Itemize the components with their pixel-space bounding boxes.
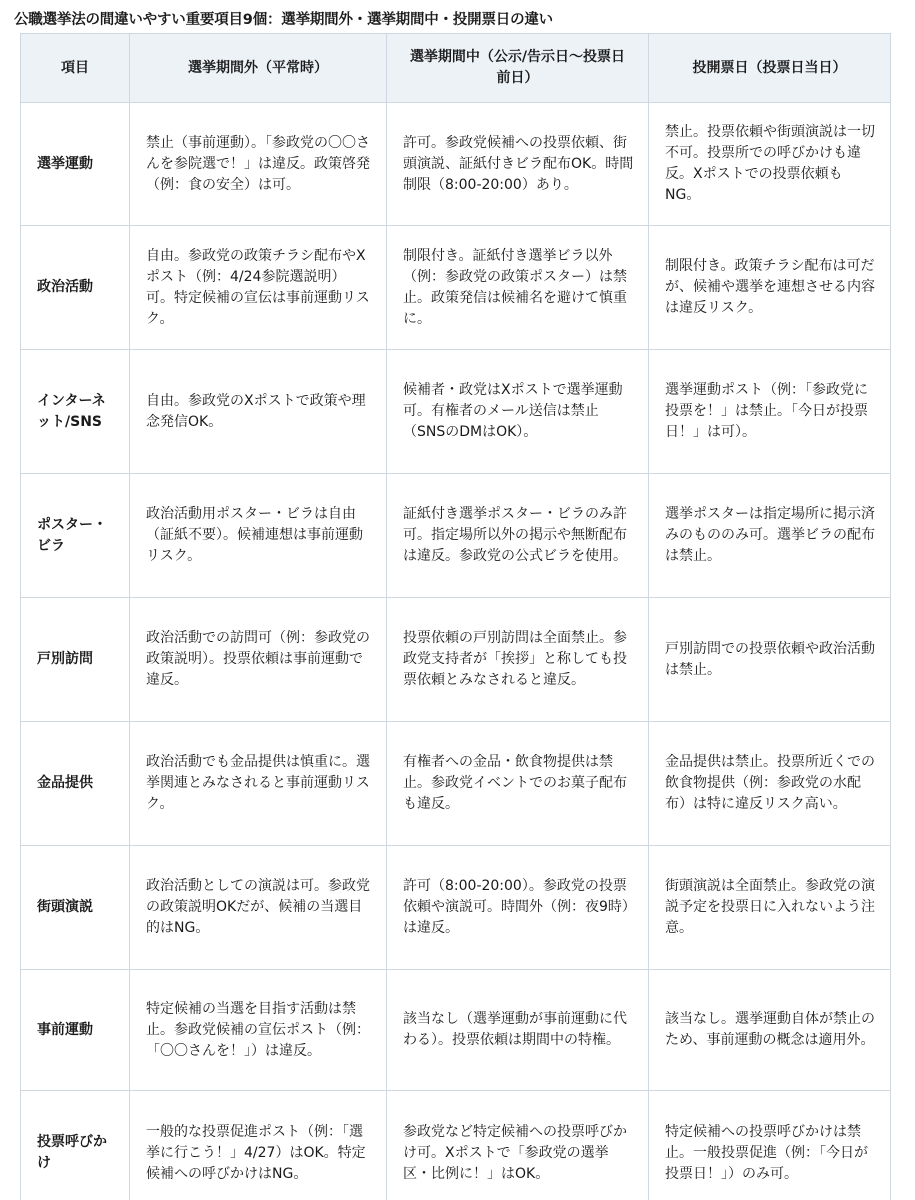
header-voting-day: 投開票日（投票日当日） xyxy=(649,34,891,103)
cell-during-period: 投票依頼の戸別訪問は全面禁止。参政党支持者が「挨拶」と称しても投票依頼とみなされると違反。 xyxy=(387,598,649,722)
cell-during-period: 許可（8:00-20:00）。参政党の投票依頼や演説可。時間外（例：夜9時）は違反。 xyxy=(387,846,649,970)
table-row xyxy=(21,1091,891,1200)
cell-outside-period: 政治活動用ポスター・ビラは自由（証紙不要）。候補連想は事前運動リスク。 xyxy=(130,474,387,598)
table-header xyxy=(21,34,891,103)
comparison-table xyxy=(20,33,891,1200)
row-item: 戸別訪問 xyxy=(21,598,130,722)
table-row xyxy=(21,103,891,226)
row-item: 街頭演説 xyxy=(21,846,130,970)
cell-during-period: 許可。参政党候補への投票依頼、街頭演説、証紙付きビラ配布OK。時間制限（8:00-20:00）あり。 xyxy=(387,103,649,226)
table-body xyxy=(21,103,891,1200)
table-row xyxy=(21,226,891,350)
cell-voting-day: 該当なし。選挙運動自体が禁止のため、事前運動の概念は適用外。 xyxy=(649,970,891,1091)
cell-voting-day: 特定候補への投票呼びかけは禁止。一般投票促進（例：「今日が投票日！」）のみ可。 xyxy=(649,1091,891,1200)
cell-during-period: 候補者・政党はXポストで選挙運動可。有権者のメール送信は禁止（SNSのDMはOK）。 xyxy=(387,350,649,474)
cell-during-period: 該当なし（選挙運動が事前運動に代わる）。投票依頼は期間中の特権。 xyxy=(387,970,649,1091)
table-row xyxy=(21,970,891,1091)
cell-outside-period: 禁止（事前運動）。「参政党の〇〇さんを参院選で！」は違反。政策啓発（例：食の安全）は可。 xyxy=(130,103,387,226)
cell-voting-day: 制限付き。政策チラシ配布は可だが、候補や選挙を連想させる内容は違反リスク。 xyxy=(649,226,891,350)
row-item: インターネット/SNS xyxy=(21,350,130,474)
header-row xyxy=(21,34,891,103)
row-item: 金品提供 xyxy=(21,722,130,846)
cell-during-period: 参政党など特定候補への投票呼びかけ可。Xポストで「参政党の選挙区・比例に！」はOK。 xyxy=(387,1091,649,1200)
row-item: 選挙運動 xyxy=(21,103,130,226)
table-row xyxy=(21,722,891,846)
table-row xyxy=(21,350,891,474)
cell-voting-day: 金品提供は禁止。投票所近くでの飲食物提供（例：参政党の水配布）は特に違反リスク高い。 xyxy=(649,722,891,846)
cell-voting-day: 選挙ポスターは指定場所に掲示済みのもののみ可。選挙ビラの配布は禁止。 xyxy=(649,474,891,598)
cell-outside-period: 政治活動での訪問可（例：参政党の政策説明）。投票依頼は事前運動で違反。 xyxy=(130,598,387,722)
cell-during-period: 制限付き。証紙付き選挙ビラ以外（例：参政党の政策ポスター）は禁止。政策発信は候補名を避けて慎重に。 xyxy=(387,226,649,350)
cell-voting-day: 禁止。投票依頼や街頭演説は一切不可。投票所での呼びかけも違反。Xポストでの投票依頼もNG。 xyxy=(649,103,891,226)
cell-voting-day: 戸別訪問での投票依頼や政治活動は禁止。 xyxy=(649,598,891,722)
cell-during-period: 有権者への金品・飲食物提供は禁止。参政党イベントでのお菓子配布も違反。 xyxy=(387,722,649,846)
cell-outside-period: 一般的な投票促進ポスト（例：「選挙に行こう！」4/27）はOK。特定候補への呼びかけはNG。 xyxy=(130,1091,387,1200)
row-item: 投票呼びかけ xyxy=(21,1091,130,1200)
row-item: 事前運動 xyxy=(21,970,130,1091)
cell-outside-period: 自由。参政党の政策チラシ配布やXポスト（例：4/24参院選説明）可。特定候補の宣伝は事前運動リスク。 xyxy=(130,226,387,350)
row-item: ポスター・ビラ xyxy=(21,474,130,598)
cell-voting-day: 選挙運動ポスト（例：「参政党に投票を！」は禁止。「今日が投票日！」は可）。 xyxy=(649,350,891,474)
cell-during-period: 証紙付き選挙ポスター・ビラのみ許可。指定場所以外の掲示や無断配布は違反。参政党の公式ビラを使用。 xyxy=(387,474,649,598)
table-row xyxy=(21,846,891,970)
page-title: 公職選挙法の間違いやすい重要項目9個：選挙期間外・選挙期間中・投開票日の違い xyxy=(14,12,553,28)
cell-outside-period: 政治活動としての演説は可。参政党の政策説明OKだが、候補の当選目的はNG。 xyxy=(130,846,387,970)
table-row xyxy=(21,598,891,722)
cell-outside-period: 自由。参政党のXポストで政策や理念発信OK。 xyxy=(130,350,387,474)
header-item: 項目 xyxy=(21,34,130,103)
row-item: 政治活動 xyxy=(21,226,130,350)
cell-voting-day: 街頭演説は全面禁止。参政党の演説予定を投票日に入れないよう注意。 xyxy=(649,846,891,970)
cell-outside-period: 政治活動でも金品提供は慎重に。選挙関連とみなされると事前運動リスク。 xyxy=(130,722,387,846)
header-during-period: 選挙期間中（公示/告示日〜投票日前日） xyxy=(387,34,649,103)
cell-outside-period: 特定候補の当選を目指す活動は禁止。参政党候補の宣伝ポスト（例：「〇〇さんを！」）は違反。 xyxy=(130,970,387,1091)
table-row xyxy=(21,474,891,598)
header-outside-period: 選挙期間外（平常時） xyxy=(130,34,387,103)
